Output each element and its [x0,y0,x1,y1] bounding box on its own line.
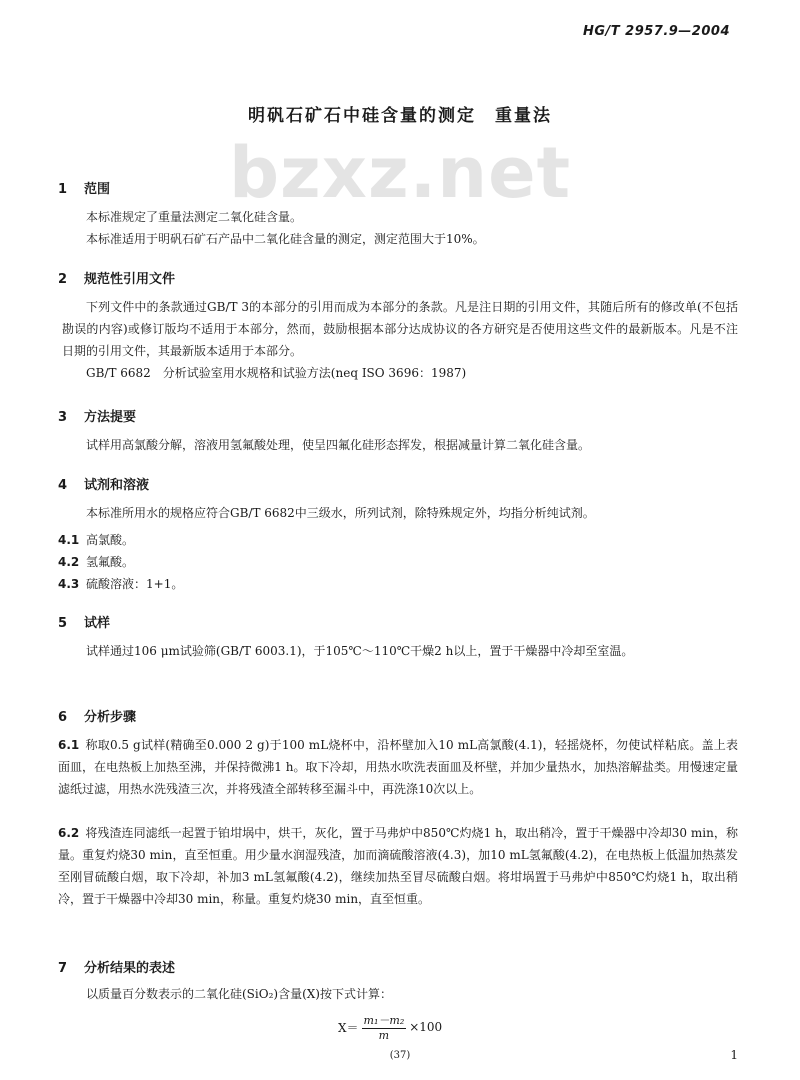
step-number: 6.1 [58,738,80,752]
section-number: 7 [58,961,68,976]
section-title: 规范性引用文件 [84,272,176,287]
section-title: 方法提要 [84,410,137,425]
paragraph: 本标准所用水的规格应符合GB/T 6682中三级水，所列试剂，除特殊规定外，均指分析纯试剂。 [86,506,595,520]
item-text: 高氯酸。 [86,533,135,547]
section-number: 5 [58,616,68,631]
section-title: 试剂和溶液 [84,478,150,493]
step-text: 将残渣连同滤纸一起置于铂坩埚中，烘干，灰化，置于马弗炉中850℃灼烧1 h，取出稍冷，置于干燥器中冷却30 min，称量。重复灼烧30 min，直至恒重。用少量水润湿残渣，加而滴硫酸溶液(4.3)，加10 mL氢氟酸(4.2)，在电热板上低温加热蒸发至刚冒硫酸白烟，取下冷却，补加3 mL氢氟酸(4.2)，继续加热至冒尽硫酸白烟。将坩埚置于马弗炉中850℃灼烧1 h，取出稍冷，置于干燥器中冷却30 min，称量。重复灼烧30 min，直至恒重。 [58,826,738,906]
section-heading-6 [58,706,136,725]
section-number: 3 [58,410,68,425]
section-heading-7 [58,957,175,976]
standard-code: HG/T 2957.9—2004 [582,24,730,39]
section-title: 试样 [84,616,111,631]
page-number: 1 [730,1048,738,1062]
section-number: 2 [58,272,68,287]
step-number: 6.2 [58,826,80,840]
item-text: 氢氟酸。 [86,555,135,569]
paragraph: 本标准规定了重量法测定二氧化硅含量。 [86,210,303,224]
page-label: (37) [389,1050,411,1061]
paragraph: 下列文件中的条款通过GB/T 3的本部分的引用而成为本部分的条款。凡是注日期的引用文件，其随后所有的修改单(不包括勘误的内容)或修订版均不适用于本部分，然而，鼓励根据本部分达成协议的各方研究是否使用这些文件的最新版本。凡是不注日期的引用文件，其最新版本适用于本部分。 [62,300,738,358]
paragraph: 试样通过106 μm试验筛(GB/T 6003.1)，于105℃～110℃干燥2 h以上，置于干燥器中冷却至室温。 [86,644,634,658]
section-heading-4 [58,474,149,493]
item-number: 4.1 [58,533,80,547]
formula-numerator: m₁－m₂ [363,1014,405,1027]
step-paragraph [58,822,738,910]
paragraph: GB/T 6682 分析试验室用水规格和试验方法(neq ISO 3696：1987) [86,366,467,380]
item-text: 硫酸溶液：1+1。 [86,577,184,591]
formula [338,1012,442,1042]
section-heading-1 [58,178,110,197]
list-item [58,531,134,548]
formula-denominator: m [378,1029,390,1042]
list-item [58,553,134,570]
item-number: 4.2 [58,555,80,569]
paragraph: 本标准适用于明矾石矿石产品中二氧化硅含量的测定，测定范围大于10%。 [86,232,485,246]
formula-lhs: X＝ [338,1020,359,1035]
section-heading-5 [58,612,110,631]
section-number: 4 [58,478,68,493]
section-number: 6 [58,710,68,725]
paragraph: 试样用高氯酸分解，溶液用氢氟酸处理，使呈四氟化硅形态挥发，根据减量计算二氧化硅含量。 [86,438,591,452]
list-item [58,575,183,592]
step-paragraph [58,734,738,800]
formula-rhs: ×100 [409,1020,443,1034]
watermark: bzxz.net [228,132,572,214]
section-title: 分析结果的表述 [84,961,176,976]
section-number: 1 [58,182,68,197]
document-title: 明矾石矿石中硅含量的测定 重量法 [248,106,552,126]
paragraph: 以质量百分数表示的二氧化硅(SiO₂)含量(X)按下式计算： [86,987,392,1001]
section-title: 范围 [84,182,111,197]
item-number: 4.3 [58,577,80,591]
section-heading-2 [58,268,175,287]
formula-fraction [362,1012,407,1042]
step-text: 称取0.5 g试样(精确至0.000 2 g)于100 mL烧杯中，沿杯壁加入10 mL高氯酸(4.1)，轻摇烧杯，勿使试样粘底。盖上表面皿，在电热板上加热至沸，并保持微沸1 h。取下冷却，用热水吹洗表面皿及杯壁，并加少量热水，加热溶解盐类。用慢速定量滤纸过滤，用热水洗残渣三次，并将残渣全部转移至漏斗中，再洗涤10次以上。 [58,738,738,796]
section-heading-3 [58,406,136,425]
section-title: 分析步骤 [84,710,137,725]
